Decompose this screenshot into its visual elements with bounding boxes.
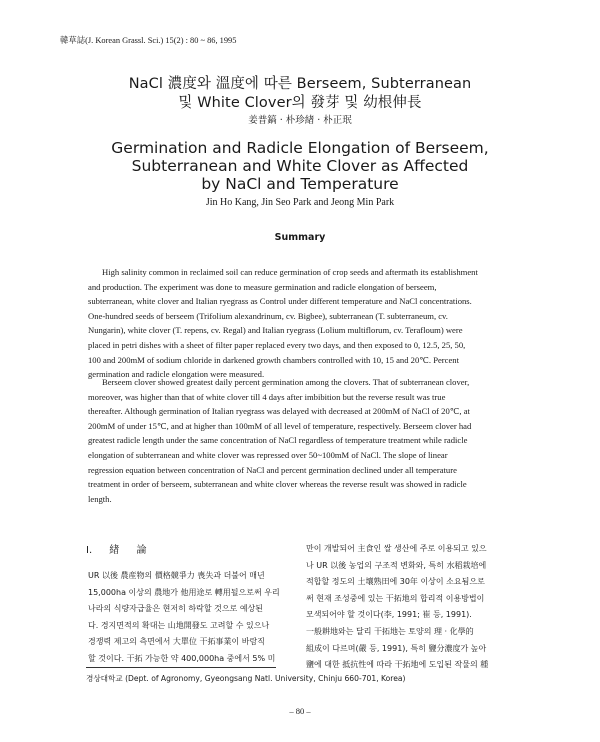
abstract-p1-line: 100 and 200mM of sodium chloride in darkened growth chambers controlled with 10, 15 and 20℃. Percent: [88, 354, 459, 365]
abstract-p1-line: Nungarin), white clover (T. repens, cv. Regal) and Italian ryegrass (Lolium multiflorum, cv. Terafloum) were: [88, 325, 463, 336]
intro-right-line: 모색되어야 할 것이다(李, 1991; 崔 등, 1991).: [306, 610, 472, 620]
abstract-p2-line: regression equation between concentration of NaCl and percent germination declined under all temperature: [88, 464, 457, 475]
abstract-p2-line: treatment in order of berseem, subterranean and white clover whereas the reverse result was showed in radicle: [88, 479, 467, 490]
intro-left-line: 나라의 식량자급율은 현저히 하락할 것으로 예상된: [88, 604, 264, 614]
page-number: – 80 –: [289, 706, 311, 716]
summary-heading: Summary: [274, 232, 326, 243]
intro-right-line: 써 현재 조성중에 있는 干拓地의 합리적 이용방법이: [306, 593, 485, 603]
korean-authors: 姜普鎬 · 朴珍緖 · 朴正珉: [248, 115, 352, 126]
abstract-p2-line: thereafter. Although germination of Italian ryegrass was delayed with decreased at 200mM of NaCl of 20℃, at: [88, 406, 470, 417]
journal-header: 韓草誌(J. Korean Grassl. Sci.) 15(2) : 80 ~ 86, 1995: [60, 36, 237, 45]
abstract-p2-line: Berseem clover showed greatest daily percent germination among the clovers. That of subterranean clover,: [102, 377, 470, 387]
intro-right-line: 鹽에 대한 抵抗性에 따라 干拓地에 도입된 작물의 種: [306, 660, 489, 670]
abstract-p2-line: length.: [88, 493, 112, 504]
intro-left-line: 다. 경지면적의 확대는 山地開發도 고려할 수 있으나: [88, 620, 270, 630]
introduction-left-column: [88, 568, 296, 668]
abstract-p1-line: germination and radicle elongation were measured.: [88, 369, 265, 380]
abstract-paragraph-1: [88, 265, 512, 382]
intro-left-line: 15,000ha 이상의 農地가 他用途로 轉用될으로써 우리: [88, 587, 280, 597]
abstract-p2-line: greatest radicle length under the same concentration of NaCl regardless of temperature treatment while radicle: [88, 435, 468, 446]
abstract-p2-line: moreover, was higher than that of white clover till 4 days after imbibition but the reverse result was true: [88, 391, 446, 402]
intro-right-line: 組成이 다르며(嚴 등, 1991), 특히 鹽分濃度가 높아: [306, 643, 487, 653]
footnote-divider: [86, 667, 276, 668]
korean-title-line-2: 및 White Clover의 發芽 및 幼根伸長: [178, 95, 422, 111]
english-authors: Jin Ho Kang, Jin Seo Park and Jeong Min Park: [205, 197, 395, 208]
english-title-line-3: by NaCl and Temperature: [201, 175, 399, 193]
affiliation-footnote: 경상대학교 (Dept. of Agronomy, Gyeongsang Natl. University, Chinju 660-701, Korea): [86, 674, 406, 683]
abstract-p1-line: subterranean, white clover and Italian ryegrass as Control under different temperature and NaCl concentrations.: [88, 296, 472, 307]
abstract-p2-line: elongation of subterranean and white clover was repressed over 50~100mM of NaCl. The slope of linear: [88, 449, 448, 460]
abstract-p1-line: High salinity common in reclaimed soil can reduce germination of crop seeds and aftermath its establishment: [102, 267, 478, 277]
intro-right-line: 만이 개발되어 主食인 쌀 생산에 주로 이용되고 있으: [306, 544, 487, 553]
abstract-p1-line: placed in petri dishes with a sheet of filter paper replaced every two days, and then exposed to 0, 12.5, 25, 50,: [88, 339, 466, 350]
english-title-line-1: Germination and Radicle Elongation of Berseem,: [111, 139, 489, 157]
abstract-paragraph-2: [88, 375, 512, 506]
abstract-p1-line: and production. The experiment was done to measure germination and radicle elongation of berseem,: [88, 281, 437, 292]
intro-right-line: 一般耕地와는 달리 干拓地는 토양의 理 · 化學的: [306, 626, 474, 636]
english-title-line-2: Subterranean and White Clover as Affected: [131, 157, 469, 175]
abstract-p2-line: 200mM of under 15℃, and at higher than 100mM of all level of temperature, respectively. Berseem clover had: [88, 420, 472, 431]
intro-left-line: 할 것이다. 干拓 가능한 약 400,000ha 중에서 5% 미: [88, 653, 276, 663]
intro-right-line: 적합할 정도의 土壤熟田에 30年 이상이 소요됨으로: [306, 577, 485, 587]
intro-left-line: 경쟁력 제고의 측면에서 大單位 干拓事業이 바람직: [88, 637, 265, 647]
korean-title-line-1: NaCl 濃度와 溫度에 따른 Berseem, Subterranean: [128, 76, 472, 92]
introduction-right-column: [306, 541, 516, 674]
intro-right-line: 나 UR 以後 농업의 구조적 변화와, 특히 水稻栽培에: [306, 560, 487, 570]
intro-left-line: UR 以後 農産物의 價格競爭力 喪失과 더불어 매년: [88, 571, 265, 580]
abstract-p1-line: One-hundred seeds of berseem (Trifolium alexandrinum, cv. Bigbee), subterranean (T. subterraneum, cv.: [88, 310, 448, 321]
introduction-heading: Ⅰ. 緖 論: [86, 545, 147, 556]
